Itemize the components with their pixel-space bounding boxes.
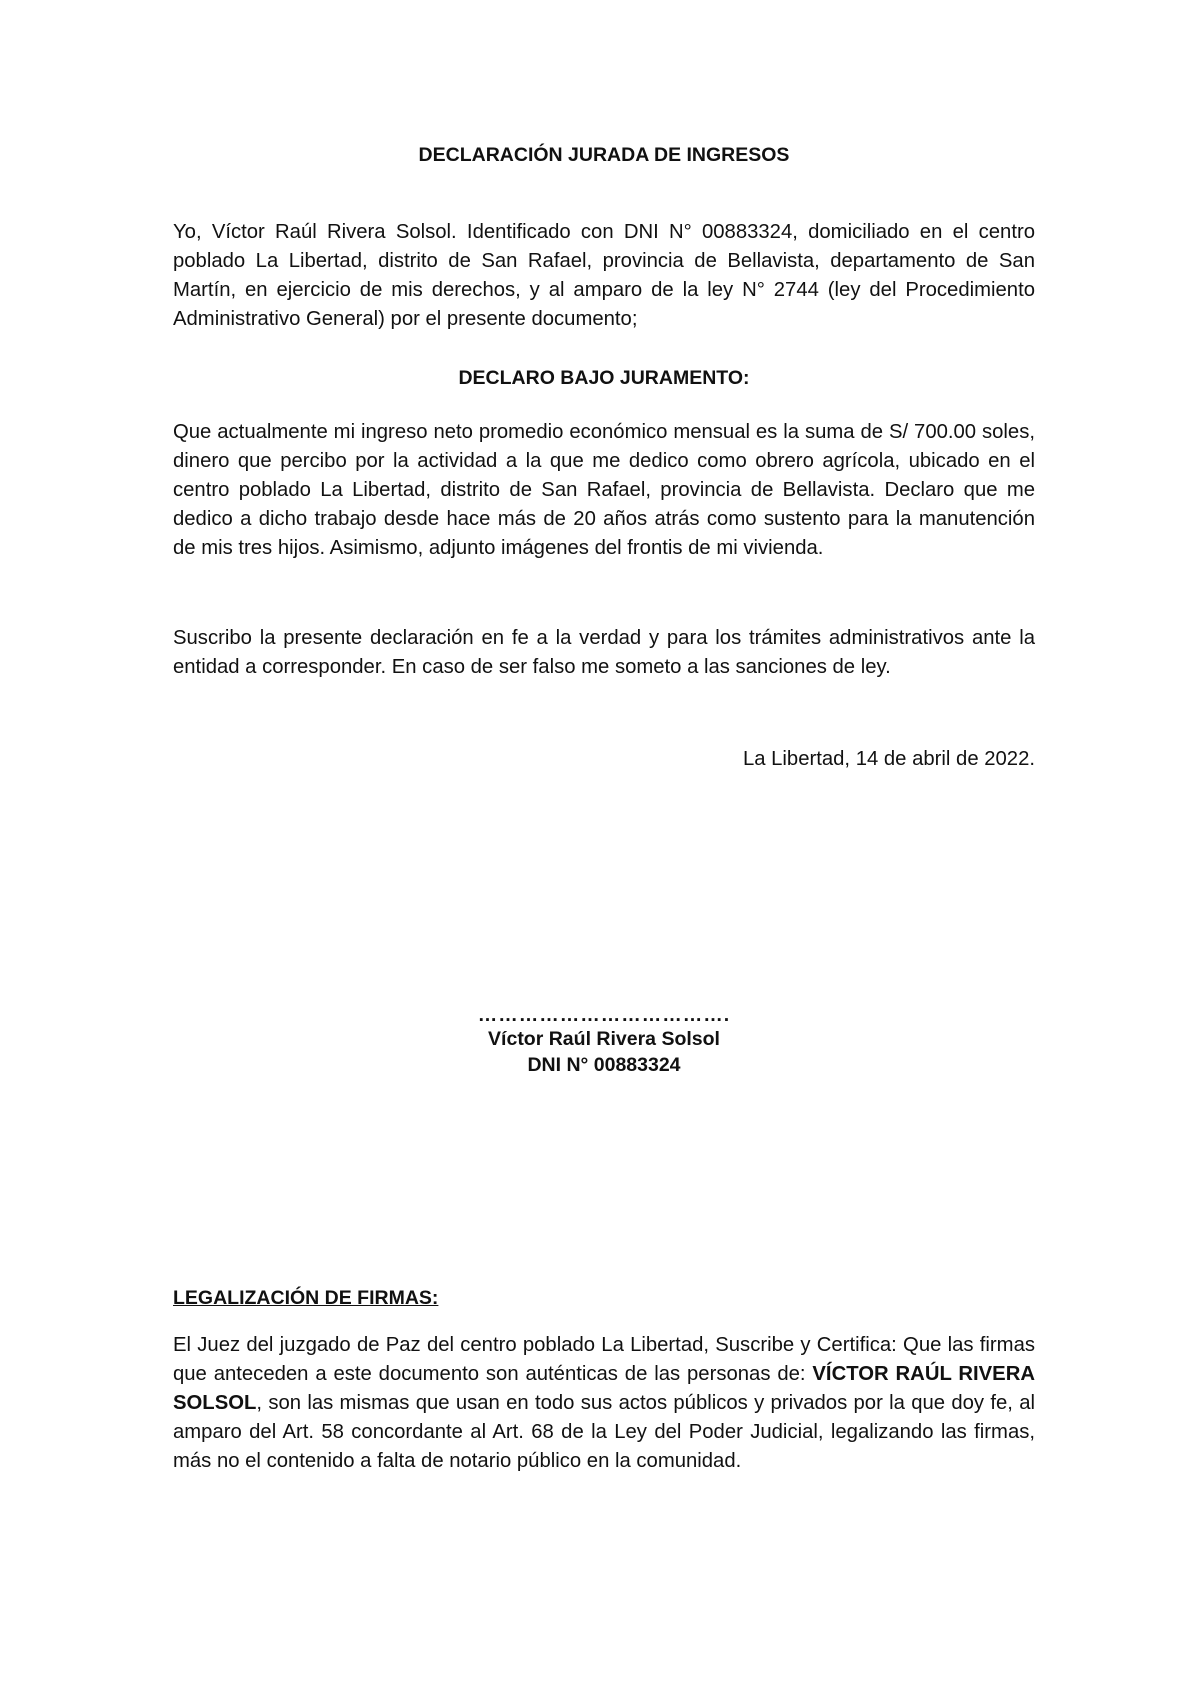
legalization-heading: LEGALIZACIÓN DE FIRMAS: bbox=[173, 1287, 439, 1309]
date-line: La Libertad, 14 de abril de 2022. bbox=[742, 748, 1035, 770]
legalization-text-after: , son las mismas que usan en todo sus actos públicos y privados por la que doy fe, al amparo del Art. 58 concordante al Art. 68 de la Ley del Poder Judicial, legalizando las firmas, más no el contenido a falta de notario público en la comunidad. bbox=[173, 1392, 1035, 1472]
closing-paragraph: Suscribo la presente declaración en fe a la verdad y para los trámites administrativos ante la entidad a corresponder. En caso de ser falso me someto a las sanciones de ley. bbox=[173, 627, 1035, 678]
legalization-paragraph bbox=[173, 1331, 1035, 1476]
declaration-heading: DECLARO BAJO JURAMENTO: bbox=[458, 367, 750, 389]
intro-paragraph: Yo, Víctor Raúl Rivera Solsol. Identificado con DNI N° 00883324, domiciliado en el centro poblado La Libertad, distrito de San Rafael, provincia de Bellavista, departamento de San Martín, en ejercicio de mis derechos, y al amparo de la ley N° 2744 (ley del Procedimiento Administrativo General) por el presente documento; bbox=[173, 221, 1035, 330]
signatory-name: Víctor Raúl Rivera Solsol bbox=[488, 1028, 720, 1050]
signature-line: ………………………………. bbox=[477, 1004, 731, 1026]
legalization-text-before: El Juez del juzgado de Paz del centro poblado La Libertad, Suscribe y Certifica: Que las firmas que anteceden a este documento son auténticas de las personas de: bbox=[173, 1334, 1035, 1385]
income-paragraph: Que actualmente mi ingreso neto promedio económico mensual es la suma de S/ 700.00 soles, dinero que percibo por la actividad a la que me dedico como obrero agrícola, ubicado en el centro poblado La Libertad, distrito de San Rafael, provincia de Bellavista. Declaro que me dedico a dicho trabajo desde hace más de 20 años atrás como sustento para la manutención de mis tres hijos. Asimismo, adjunto imágenes del frontis de mi vivienda. bbox=[173, 421, 1035, 559]
document-title: DECLARACIÓN JURADA DE INGRESOS bbox=[418, 144, 790, 166]
signatory-dni: DNI N° 00883324 bbox=[527, 1054, 681, 1076]
legalization-bold-name: VÍCTOR RAÚL RIVERA SOLSOL bbox=[173, 1363, 1035, 1414]
signature-block bbox=[173, 1004, 1035, 1078]
